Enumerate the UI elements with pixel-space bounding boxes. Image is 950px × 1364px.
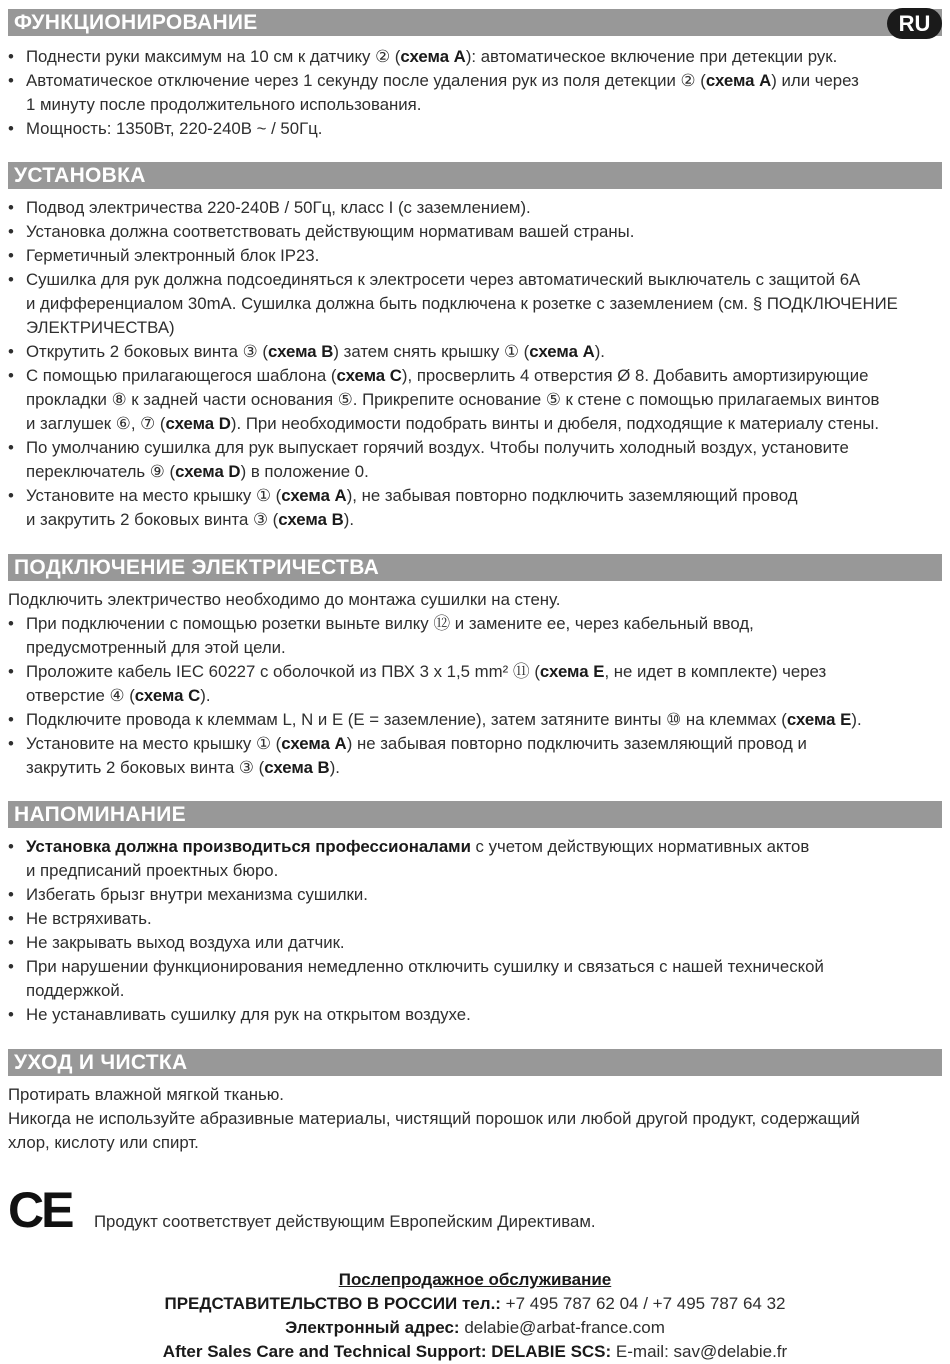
footer-representation [0,1292,950,1316]
list-item-line: закрутить 2 боковых винта ③ (схема B). [26,758,340,777]
list-item-line: и закрутить 2 боковых винта ③ (схема B). [26,510,354,529]
list-item-line: • Поднести руки максимум на 10 см к датчику ② (схема A): автоматическое включение при детекции рук. [26,47,838,66]
list-item [8,732,938,780]
list-item [8,340,938,364]
list-installation [8,196,938,532]
list-item-line: • Установка должна производиться профессионалами с учетом действующих нормативных актов [26,837,810,856]
list-item-line: • Мощность: 1350Вт, 220-240В ~ / 50Гц. [26,119,323,138]
list-item [8,1003,938,1027]
support-email[interactable]: E-mail: sav@delabie.fr [611,1342,788,1361]
list-item [8,220,938,244]
list-item [8,907,938,931]
list-item [8,883,938,907]
ce-statement: Продукт соответствует действующим Европейским Директивам. [94,1212,596,1231]
list-item [8,196,938,220]
footer-email [0,1316,950,1340]
list-item [8,69,938,117]
list-item-line: • Не устанавливать сушилку для рук на открытом воздухе. [26,1005,471,1024]
footer-support [0,1340,950,1364]
list-item [8,660,938,708]
list-item-line: отверстие ④ (схема C). [26,686,211,705]
list-item [8,484,938,532]
list-item-line: • Не встряхивать. [26,909,152,928]
care-text [8,1083,938,1155]
list-item-line: переключатель ⑨ (схема D) в положение 0. [26,462,369,481]
list-item [8,436,938,484]
email-label: Электронный адрес: [285,1318,460,1337]
list-item [8,708,938,732]
list-item [8,612,938,660]
list-item [8,364,938,436]
care-line: Никогда не используйте абразивные материалы, чистящий порошок или любой другой продукт, содержащий [8,1109,860,1128]
list-item-line: • Установка должна соответствовать действующим нормативам вашей страны. [26,222,635,241]
list-item [8,955,938,1003]
list-item-line: • Не закрывать выход воздуха или датчик. [26,933,345,952]
section-header-care: УХОД И ЧИСТКА [8,1049,942,1076]
list-item-line: • Установите на место крышку ① (схема A) не забывая повторно подключить заземляющий провод и [26,734,807,753]
electric-intro: Подключить электричество необходимо до монтажа сушилки на стену. [8,590,561,609]
list-item-line: • По умолчанию сушилка для рук выпускает горячий воздух. Чтобы получить холодный воздух, установите [26,438,849,457]
list-item-line: • Сушилка для рук должна подсоединяться к электросети через автоматический выключатель с защитой 6А [26,270,861,289]
care-line: хлор, кислоту или спирт. [8,1133,199,1152]
list-item-line: поддержкой. [26,981,125,1000]
list-item-line: • Подключите провода к клеммам L, N и E (E = заземление), затем затяните винты ⑩ на клеммах (схема E). [26,710,862,729]
list-item-line: • Избегать брызг внутри механизма сушилки. [26,885,368,904]
list-item-line: • Подвод электричества 220-240В / 50Гц, класс I (с заземлением). [26,198,531,217]
rep-label: ПРЕДСТАВИТЕЛЬСТВО В РОССИИ тел.: [164,1294,501,1313]
section-header-reminder: НАПОМИНАНИЕ [8,801,942,828]
list-item-line: предусмотренный для этой цели. [26,638,286,657]
list-item-line: и предписаний проектных бюро. [26,861,279,880]
footer-title [0,1268,950,1292]
list-item-line: • Открутить 2 боковых винта ③ (схема B) затем снять крышку ① (схема A). [26,342,605,361]
list-item [8,244,938,268]
list-item-line: прокладки ⑧ к задней части основания ⑤. Прикрепите основание ⑤ к стене с помощью прилагаемых винтов [26,390,880,409]
list-item-line: • Автоматическое отключение через 1 секунду после удаления рук из поля детекции ② (схема A) или через [26,71,859,90]
list-item-line: 1 минуту после продолжительного использования. [26,95,422,114]
list-item [8,835,938,883]
list-functioning [8,45,938,141]
list-item-line: и дифференциалом 30mA. Сушилка должна быть подключена к розетке с заземлением (см. § ПОДКЛЮЧЕНИЕ [26,294,898,313]
list-item [8,45,938,69]
care-line: Протирать влажной мягкой тканью. [8,1085,284,1104]
section-header-functioning: ФУНКЦИОНИРОВАНИЕ [8,9,942,36]
list-item-line: • Герметичный электронный блок IP23. [26,246,320,265]
list-item-line: • Проложите кабель IEC 60227 с оболочкой из ПВХ 3 x 1,5 mm² ⑪ (схема E, не идет в комплекте) через [26,662,827,681]
list-item-line: • С помощью прилагающегося шаблона (схема C), просверлить 4 отверстия Ø 8. Добавить амортизирующие [26,366,869,385]
list-reminder [8,835,938,1027]
list-item-line: • При нарушении функционирования немедленно отключить сушилку и связаться с нашей технической [26,957,824,976]
section-header-installation: УСТАНОВКА [8,162,942,189]
language-badge: RU [887,8,942,39]
list-item [8,268,938,340]
list-item-line: ЭЛЕКТРИЧЕСТВА) [26,318,175,337]
list-item [8,931,938,955]
list-item [8,117,938,141]
rep-phones: +7 495 787 62 04 / +7 495 787 64 32 [500,1294,786,1313]
section-header-electric: ПОДКЛЮЧЕНИЕ ЭЛЕКТРИЧЕСТВА [8,554,942,581]
list-item-line: • Установите на место крышку ① (схема A), не забывая повторно подключить заземляющий провод [26,486,798,505]
ce-mark-logo: CE [8,1182,72,1238]
list-item-line: • При подключении с помощью розетки выньте вилку ⑫ и замените ее, через кабельный ввод, [26,614,754,633]
email-value[interactable]: delabie@arbat-france.com [459,1318,665,1337]
list-item-line: и заглушек ⑥, ⑦ (схема D). При необходимости подобрать винты и дюбеля, подходящие к материалу стены. [26,414,880,433]
list-electric [8,612,938,780]
after-sales-title: Послепродажное обслуживание [338,1270,612,1289]
support-label: After Sales Care and Technical Support: DELABIE SCS: [162,1342,612,1361]
